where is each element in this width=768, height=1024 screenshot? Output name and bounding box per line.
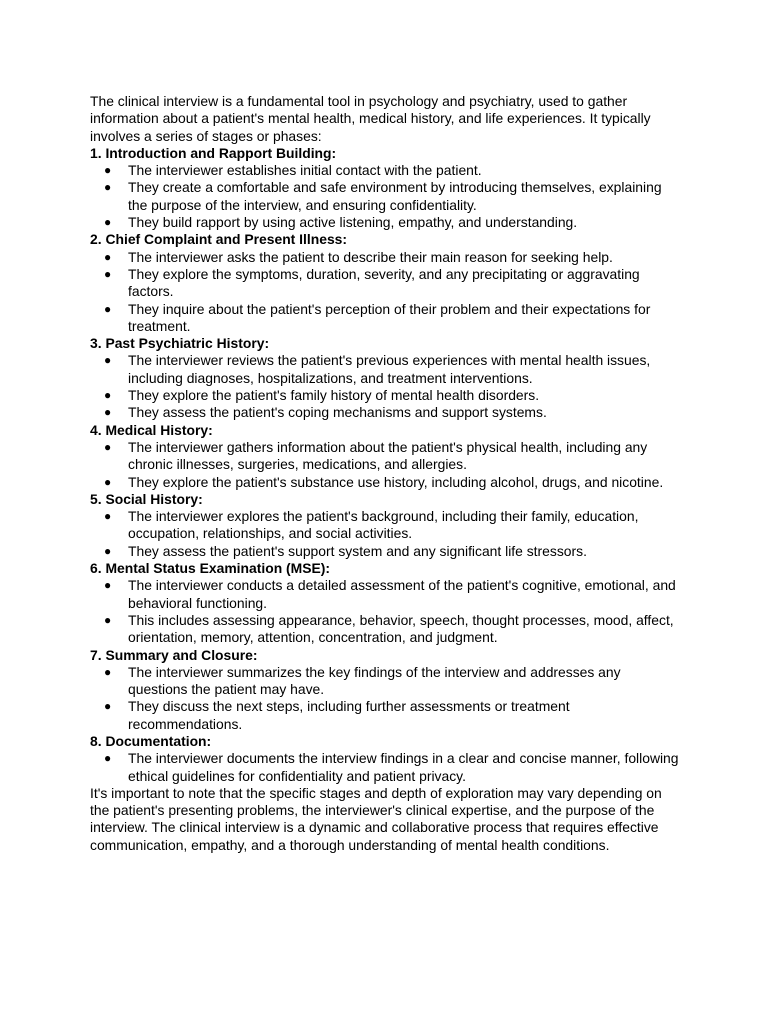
bullet-icon: ● bbox=[104, 664, 112, 679]
list-item bbox=[90, 387, 680, 404]
list-item-text: They discuss the next steps, including further assessments or treatment recommendations. bbox=[128, 698, 570, 732]
list-item-text: They build rapport by using active listening, empathy, and understanding. bbox=[128, 214, 578, 231]
section-heading: 5. Social History: bbox=[90, 490, 203, 507]
bullet-list bbox=[90, 162, 680, 231]
bullet-icon: ● bbox=[104, 249, 112, 264]
section-heading: 2. Chief Complaint and Present Illness: bbox=[90, 231, 348, 248]
bullet-icon: ● bbox=[104, 509, 112, 524]
bullet-list bbox=[90, 249, 680, 335]
list-item bbox=[90, 352, 680, 387]
intro-paragraph: The clinical interview is a fundamental tool in psychology and psychiatry, used to gather information about a patient's mental health, medical history, and life experiences. It typically involves a series of stages or phases: bbox=[90, 93, 651, 144]
list-item-text: They create a comfortable and safe environment by introducing themselves, explaining the purpose of the interview, and ensuring confidentiality. bbox=[128, 179, 662, 213]
bullet-icon: ● bbox=[104, 612, 112, 627]
bullet-list bbox=[90, 352, 680, 421]
section-2 bbox=[90, 231, 680, 335]
bullet-icon: ● bbox=[104, 301, 112, 316]
list-item bbox=[90, 301, 680, 336]
list-item bbox=[90, 249, 680, 266]
bullet-list bbox=[90, 439, 680, 491]
bullet-icon: ● bbox=[104, 543, 112, 558]
bullet-icon: ● bbox=[104, 180, 112, 195]
list-item bbox=[90, 214, 680, 231]
conclusion-paragraph: It's important to note that the specific stages and depth of exploration may vary depending on the patient's presenting problems, the interviewer's clinical expertise, and the purpose of the interview. The clinical interview is a dynamic and collaborative process that requires effective communication, empathy, and a thorough understanding of mental health conditions. bbox=[90, 784, 662, 853]
bullet-list bbox=[90, 577, 680, 646]
list-item bbox=[90, 404, 680, 421]
list-item-text: They assess the patient's coping mechanisms and support systems. bbox=[128, 404, 547, 421]
bullet-icon: ● bbox=[104, 388, 112, 403]
bullet-list bbox=[90, 664, 680, 733]
list-item-text: The interviewer asks the patient to describe their main reason for seeking help. bbox=[128, 248, 613, 265]
section-5 bbox=[90, 491, 680, 560]
section-6 bbox=[90, 560, 680, 646]
section-7 bbox=[90, 647, 680, 733]
bullet-icon: ● bbox=[104, 266, 112, 281]
bullet-icon: ● bbox=[104, 751, 112, 766]
bullet-icon: ● bbox=[104, 439, 112, 454]
list-item-text: The interviewer establishes initial contact with the patient. bbox=[128, 162, 482, 179]
section-heading: 1. Introduction and Rapport Building: bbox=[90, 144, 337, 161]
section-heading: 8. Documentation: bbox=[90, 732, 212, 749]
list-item bbox=[90, 664, 680, 699]
list-item bbox=[90, 543, 680, 560]
list-item-text: They assess the patient's support system and any significant life stressors. bbox=[128, 542, 587, 559]
list-item-text: The interviewer gathers information about the patient's physical health, including any chronic illnesses, surgeries, medications, and allergies. bbox=[128, 438, 648, 473]
document-body bbox=[90, 93, 680, 854]
bullet-icon: ● bbox=[104, 578, 112, 593]
section-1 bbox=[90, 145, 680, 231]
list-item bbox=[90, 698, 680, 733]
list-item-text: The interviewer explores the patient's background, including their family, education, occupation, relationships, and social activities. bbox=[128, 508, 639, 542]
section-heading: 7. Summary and Closure: bbox=[90, 646, 258, 663]
bullet-list bbox=[90, 508, 680, 560]
list-item bbox=[90, 577, 680, 612]
list-item-text: The interviewer summarizes the key findings of the interview and addresses any questions the patient may have. bbox=[128, 663, 621, 698]
list-item bbox=[90, 474, 680, 491]
list-item bbox=[90, 508, 680, 543]
bullet-icon: ● bbox=[104, 215, 112, 230]
list-item bbox=[90, 266, 680, 301]
list-item bbox=[90, 612, 680, 647]
bullet-icon: ● bbox=[104, 163, 112, 178]
list-item-text: This includes assessing appearance, behavior, speech, thought processes, mood, affect, orientation, memory, attention, concentration, and judgment. bbox=[128, 611, 674, 646]
bullet-icon: ● bbox=[104, 353, 112, 368]
section-8 bbox=[90, 733, 680, 785]
list-item-text: They explore the patient's substance use history, including alcohol, drugs, and nicotine. bbox=[128, 473, 664, 490]
bullet-icon: ● bbox=[104, 474, 112, 489]
bullet-icon: ● bbox=[104, 405, 112, 420]
list-item-text: The interviewer reviews the patient's previous experiences with mental health issues, including diagnoses, hospitalizations, and treatment interventions. bbox=[128, 352, 651, 386]
section-heading: 6. Mental Status Examination (MSE): bbox=[90, 560, 331, 577]
section-3 bbox=[90, 335, 680, 421]
list-item-text: The interviewer conducts a detailed assessment of the patient's cognitive, emotional, and behavioral functioning. bbox=[128, 577, 676, 611]
list-item-text: They explore the symptoms, duration, severity, and any precipitating or aggravating factors. bbox=[128, 265, 640, 300]
list-item-text: They explore the patient's family history of mental health disorders. bbox=[128, 387, 540, 404]
list-item bbox=[90, 750, 680, 785]
section-heading: 3. Past Psychiatric History: bbox=[90, 335, 270, 352]
list-item bbox=[90, 162, 680, 179]
list-item bbox=[90, 179, 680, 214]
bullet-icon: ● bbox=[104, 699, 112, 714]
list-item-text: The interviewer documents the interview findings in a clear and concise manner, following ethical guidelines for confidentiality and patient privacy. bbox=[128, 750, 679, 784]
list-item-text: They inquire about the patient's perception of their problem and their expectations for treatment. bbox=[128, 300, 651, 334]
bullet-list bbox=[90, 750, 680, 785]
section-4 bbox=[90, 422, 680, 491]
section-heading: 4. Medical History: bbox=[90, 421, 213, 438]
list-item bbox=[90, 439, 680, 474]
